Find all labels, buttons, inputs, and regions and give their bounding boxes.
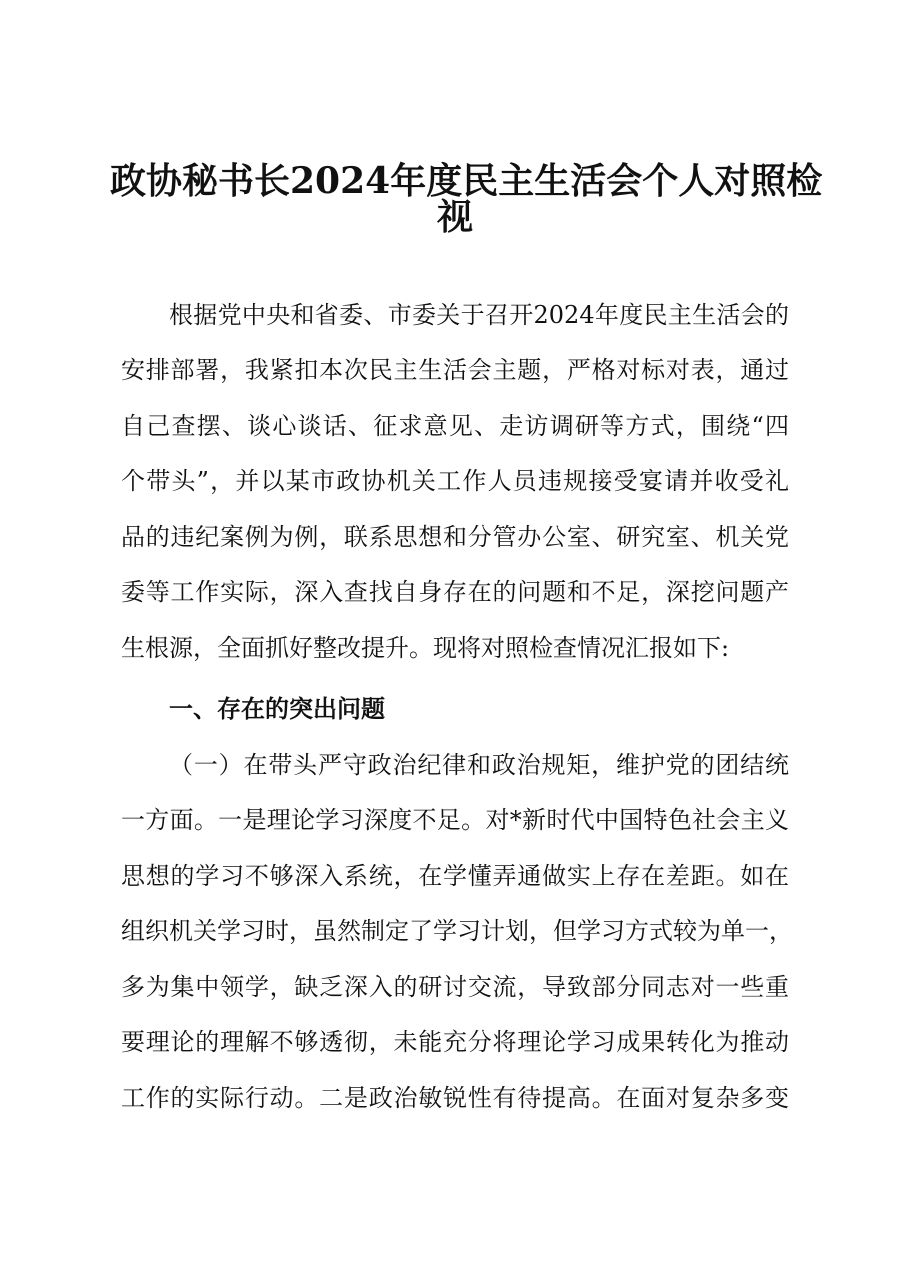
paragraph-1-line-6: 委等工作实际，深入查找自身存在的问题和不足，深挖问题产: [121, 578, 789, 606]
document-title-line-1: 政协秘书长2024年度民主生活会个人对照检: [110, 160, 823, 202]
paragraph-2-line-6: 要理论的理解不够透彻，未能充分将理论学习成果转化为推动: [121, 1028, 789, 1056]
paragraph-2-line-5: 多为集中领学，缺乏深入的研讨交流，导致部分同志对一些重: [121, 973, 789, 1001]
section-1-heading: 一、存在的突出问题: [169, 695, 385, 723]
paragraph-2-line-4: 组织机关学习时，虽然制定了学习计划，但学习方式较为单一，: [121, 917, 793, 945]
paragraph-2-line-3: 思想的学习不够深入系统，在学懂弄通做实上存在差距。如在: [121, 862, 789, 890]
paragraph-1-line-3: 自己查摆、谈心谈话、征求意见、走访调研等方式，围绕“四: [121, 412, 789, 440]
paragraph-1-line-2: 安排部署，我紧扣本次民主生活会主题，严格对标对表，通过: [121, 356, 789, 384]
paragraph-2-line-2: 一方面。一是理论学习深度不足。对*新时代中国特色社会主义: [121, 806, 789, 834]
paragraph-2-line-1: （一）在带头严守政治纪律和政治规矩，维护党的团结统: [169, 751, 789, 779]
paragraph-2-line-7: 工作的实际行动。二是政治敏锐性有待提高。在面对复杂多变: [121, 1084, 789, 1112]
paragraph-1-line-4: 个带头”，并以某市政协机关工作人员违规接受宴请并收受礼: [121, 467, 789, 495]
paragraph-1-line-7: 生根源，全面抓好整改提升。现将对照检查情况汇报如下:: [121, 634, 730, 662]
document-title-line-2: 视: [436, 196, 473, 238]
paragraph-1-line-1: 根据党中央和省委、市委关于召开2024年度民主生活会的: [169, 301, 789, 329]
paragraph-1-line-5: 品的违纪案例为例，联系思想和分管办公室、研究室、机关党: [121, 523, 789, 551]
